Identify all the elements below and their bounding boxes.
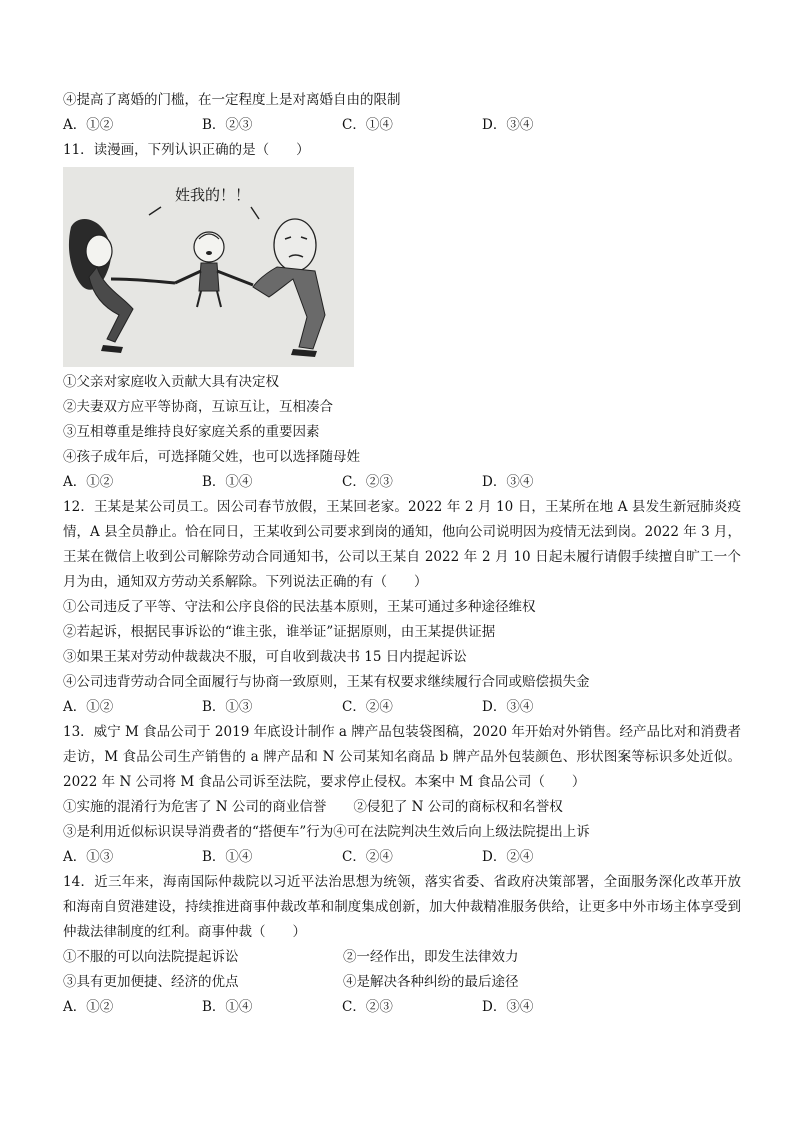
q13-option-a[interactable]: A．①③: [63, 849, 114, 865]
q13-option-b[interactable]: B．①④: [202, 849, 253, 865]
q12-option-a[interactable]: A．①②: [63, 699, 114, 715]
q13-statements-line-2: ③是利用近似标识误导消费者的“搭便车”行为④可在法院判决生效后向上级法院提出上诉: [63, 824, 590, 840]
q12-stem: 12．王某是某公司员工。因公司春节放假，王某回老家。2022 年 2 月 10 日，王某所在地 A 县发生新冠肺炎疫情，A 县全员静止。恰在同日，王某收到公司要求到岗的通知，他向公司说明因为疫情无法到岗。2022 年 3 月，王某在微信上收到公司解除劳动合同通知书，公司以王某自 2022 年 2 月 10 日起未履行请假手续擅自旷工一个月为由，通知双方劳动关系解除。下列说法正确的有（ ）: [63, 499, 741, 590]
q10-option-d[interactable]: D．③④: [482, 117, 534, 133]
q13-option-d[interactable]: D．②④: [482, 849, 534, 865]
q14-option-a[interactable]: A．①②: [63, 999, 114, 1015]
q10-option-a[interactable]: A．①②: [63, 117, 114, 133]
q14-statement-1: ①不服的可以向法院提起诉讼: [63, 949, 239, 965]
q14-statement-3: ③具有更加便捷、经济的优点: [63, 974, 239, 990]
q11-statement-4: ④孩子成年后，可选择随父姓，也可以选择随母姓: [63, 449, 360, 465]
q14-statement-2: ②一经作出，即发生法律效力: [343, 949, 519, 965]
q10-option-b[interactable]: B．②③: [202, 117, 253, 133]
q13-option-c[interactable]: C．②④: [342, 849, 393, 865]
q13-statements-line-1: ①实施的混淆行为危害了 N 公司的商业信誉 ②侵犯了 N 公司的商标权和名誉权: [63, 799, 563, 815]
q10-options: [63, 115, 743, 135]
q11-statement-3: ③互相尊重是维持良好家庭关系的重要因素: [63, 424, 320, 440]
q11-option-c[interactable]: C．②③: [342, 474, 393, 490]
q12-statement-4: ④公司违背劳动合同全面履行与协商一致原则，王某有权要求继续履行合同或赔偿损失金: [63, 674, 590, 690]
q14-option-b[interactable]: B．①④: [202, 999, 253, 1015]
q12-options: [63, 697, 743, 717]
q13-options: [63, 847, 743, 867]
q14-statement-4: ④是解决各种纠纷的最后途径: [343, 974, 519, 990]
q11-statement-1: ①父亲对家庭收入贡献大具有决定权: [63, 374, 279, 390]
q12-option-b[interactable]: B．①③: [202, 699, 253, 715]
q14-options: [63, 997, 743, 1017]
q11-statement-2: ②夫妻双方应平等协商，互谅互让，互相凑合: [63, 399, 333, 415]
q10-option-c[interactable]: C．①④: [342, 117, 393, 133]
q12-option-d[interactable]: D．③④: [482, 699, 534, 715]
q11-cartoon: [63, 167, 354, 367]
q11-option-a[interactable]: A．①②: [63, 474, 114, 490]
q11-option-d[interactable]: D．③④: [482, 474, 534, 490]
q10-statement-4: ④提高了离婚的门槛，在一定程度上是对离婚自由的限制: [63, 92, 401, 108]
q14-option-d[interactable]: D．③④: [482, 999, 534, 1015]
q12-statement-1: ①公司违反了平等、守法和公序良俗的民法基本原则，王某可通过多种途径维权: [63, 599, 536, 615]
q12-option-c[interactable]: C．②④: [342, 699, 393, 715]
cartoon-illustration: [63, 167, 354, 367]
q12-statement-2: ②若起诉，根据民事诉讼的“谁主张，谁举证”证据原则，由王某提供证据: [63, 624, 496, 640]
q11-option-b[interactable]: B．①④: [202, 474, 253, 490]
q12-statement-3: ③如果王某对劳动仲裁裁决不服，可自收到裁决书 15 日内提起诉讼: [63, 649, 467, 665]
q14-stem: 14．近三年来，海南国际仲裁院以习近平法治思想为统领，落实省委、省政府决策部署，全面服务深化改革开放和海南自贸港建设，持续推进商事仲裁改革和制度集成创新，加大仲裁精准服务供给，让更多中外市场主体享受到仲裁法律制度的红利。商事仲裁（ ）: [63, 874, 741, 940]
q11-stem: 11．读漫画，下列认识正确的是（ ）: [63, 142, 310, 158]
cartoon-caption: 姓我的！！: [175, 186, 251, 204]
q14-option-c[interactable]: C．②③: [342, 999, 393, 1015]
q11-options: [63, 472, 743, 492]
q13-stem: 13．威宁 M 食品公司于 2019 年底设计制作 a 牌产品包装袋图稿，2020 年开始对外销售。经产品比对和消费者走访，M 食品公司生产销售的 a 牌产品和 N 公司某知名商品 b 牌产品外包装颜色、形状图案等标识多处近似。2022 年 N 公司将 M 食品公司诉至法院，要求停止侵权。本案中 M 食品公司（ ）: [63, 724, 741, 790]
